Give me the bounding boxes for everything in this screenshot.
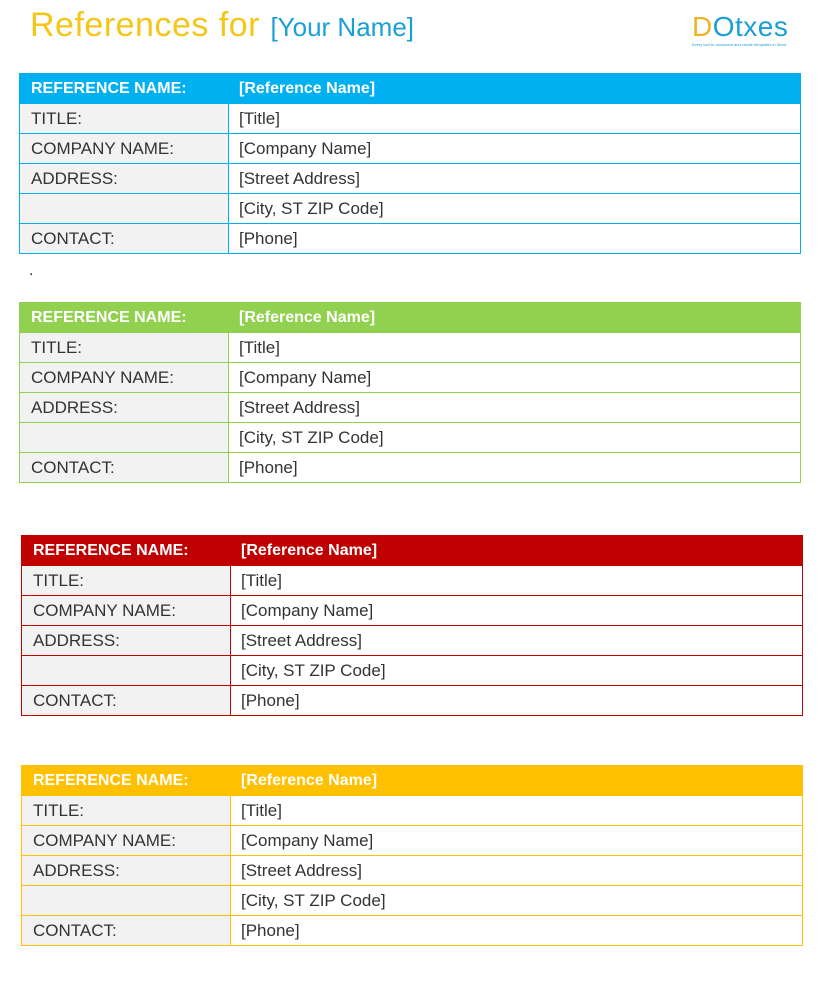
reference-table xyxy=(19,302,801,483)
empty-label xyxy=(20,194,229,224)
city-state-zip-value[interactable]: [City, ST ZIP Code] xyxy=(231,886,803,916)
your-name-placeholder[interactable]: [Your Name] xyxy=(270,12,415,42)
company-name-label: COMPANY NAME: xyxy=(22,596,231,626)
city-state-zip-value[interactable]: [City, ST ZIP Code] xyxy=(229,423,801,453)
company-name-value[interactable]: [Company Name] xyxy=(229,363,801,393)
table-header-row xyxy=(22,766,803,796)
empty-label xyxy=(22,656,231,686)
reference-table xyxy=(21,765,803,946)
table-row xyxy=(20,134,801,164)
address-label: ADDRESS: xyxy=(20,393,229,423)
title-value[interactable]: [Title] xyxy=(231,566,803,596)
separator-dot: . xyxy=(29,262,34,279)
logo-letters: Otxes xyxy=(712,11,789,42)
phone-value[interactable]: [Phone] xyxy=(231,916,803,946)
phone-value[interactable]: [Phone] xyxy=(229,224,801,254)
company-name-label: COMPANY NAME: xyxy=(20,363,229,393)
table-row xyxy=(22,856,803,886)
company-name-label: COMPANY NAME: xyxy=(22,826,231,856)
table-row xyxy=(20,423,801,453)
street-address-value[interactable]: [Street Address] xyxy=(229,164,801,194)
contact-label: CONTACT: xyxy=(20,224,229,254)
reference-name-value[interactable]: [Reference Name] xyxy=(231,536,803,566)
empty-label xyxy=(22,886,231,916)
table-row xyxy=(20,393,801,423)
phone-value[interactable]: [Phone] xyxy=(231,686,803,716)
title-value[interactable]: [Title] xyxy=(231,796,803,826)
title-label: TITLE: xyxy=(22,566,231,596)
company-name-label: COMPANY NAME: xyxy=(20,134,229,164)
city-state-zip-value[interactable]: [City, ST ZIP Code] xyxy=(231,656,803,686)
street-address-value[interactable]: [Street Address] xyxy=(231,626,803,656)
reference-name-label: REFERENCE NAME: xyxy=(22,766,231,796)
table-row xyxy=(22,916,803,946)
table-row xyxy=(22,566,803,596)
city-state-zip-value[interactable]: [City, ST ZIP Code] xyxy=(229,194,801,224)
phone-value[interactable]: [Phone] xyxy=(229,453,801,483)
table-row xyxy=(22,796,803,826)
title-label: TITLE: xyxy=(22,796,231,826)
address-label: ADDRESS: xyxy=(22,856,231,886)
table-row xyxy=(22,826,803,856)
reference-table xyxy=(19,73,801,254)
table-row xyxy=(22,886,803,916)
company-name-value[interactable]: [Company Name] xyxy=(229,134,801,164)
title-label: TITLE: xyxy=(20,333,229,363)
table-row xyxy=(20,363,801,393)
table-header-row xyxy=(20,303,801,333)
title-value[interactable]: [Title] xyxy=(229,333,801,363)
reference-name-label: REFERENCE NAME: xyxy=(20,303,229,333)
contact-label: CONTACT: xyxy=(22,686,231,716)
table-row xyxy=(20,453,801,483)
company-name-value[interactable]: [Company Name] xyxy=(231,826,803,856)
table-header-row xyxy=(22,536,803,566)
table-row xyxy=(22,686,803,716)
table-row xyxy=(20,194,801,224)
table-row xyxy=(20,164,801,194)
logo-tagline: Every tool to document and create templates in Word xyxy=(692,42,787,47)
reference-name-value[interactable]: [Reference Name] xyxy=(229,303,801,333)
contact-label: CONTACT: xyxy=(22,916,231,946)
table-row xyxy=(22,656,803,686)
reference-name-label: REFERENCE NAME: xyxy=(20,74,229,104)
reference-name-label: REFERENCE NAME: xyxy=(22,536,231,566)
table-row xyxy=(20,333,801,363)
table-row xyxy=(22,626,803,656)
reference-name-value[interactable]: [Reference Name] xyxy=(231,766,803,796)
title-value[interactable]: [Title] xyxy=(229,104,801,134)
reference-table xyxy=(21,535,803,716)
contact-label: CONTACT: xyxy=(20,453,229,483)
table-row xyxy=(20,224,801,254)
table-row xyxy=(22,596,803,626)
street-address-value[interactable]: [Street Address] xyxy=(231,856,803,886)
table-row xyxy=(20,104,801,134)
address-label: ADDRESS: xyxy=(20,164,229,194)
logo-letter-d: D xyxy=(692,11,713,42)
title-label: TITLE: xyxy=(20,104,229,134)
dotxes-logo xyxy=(692,12,800,48)
reference-name-value[interactable]: [Reference Name] xyxy=(229,74,801,104)
empty-label xyxy=(20,423,229,453)
table-header-row xyxy=(20,74,801,104)
street-address-value[interactable]: [Street Address] xyxy=(229,393,801,423)
address-label: ADDRESS: xyxy=(22,626,231,656)
page-title xyxy=(30,6,414,50)
title-text: References for xyxy=(30,6,260,44)
company-name-value[interactable]: [Company Name] xyxy=(231,596,803,626)
